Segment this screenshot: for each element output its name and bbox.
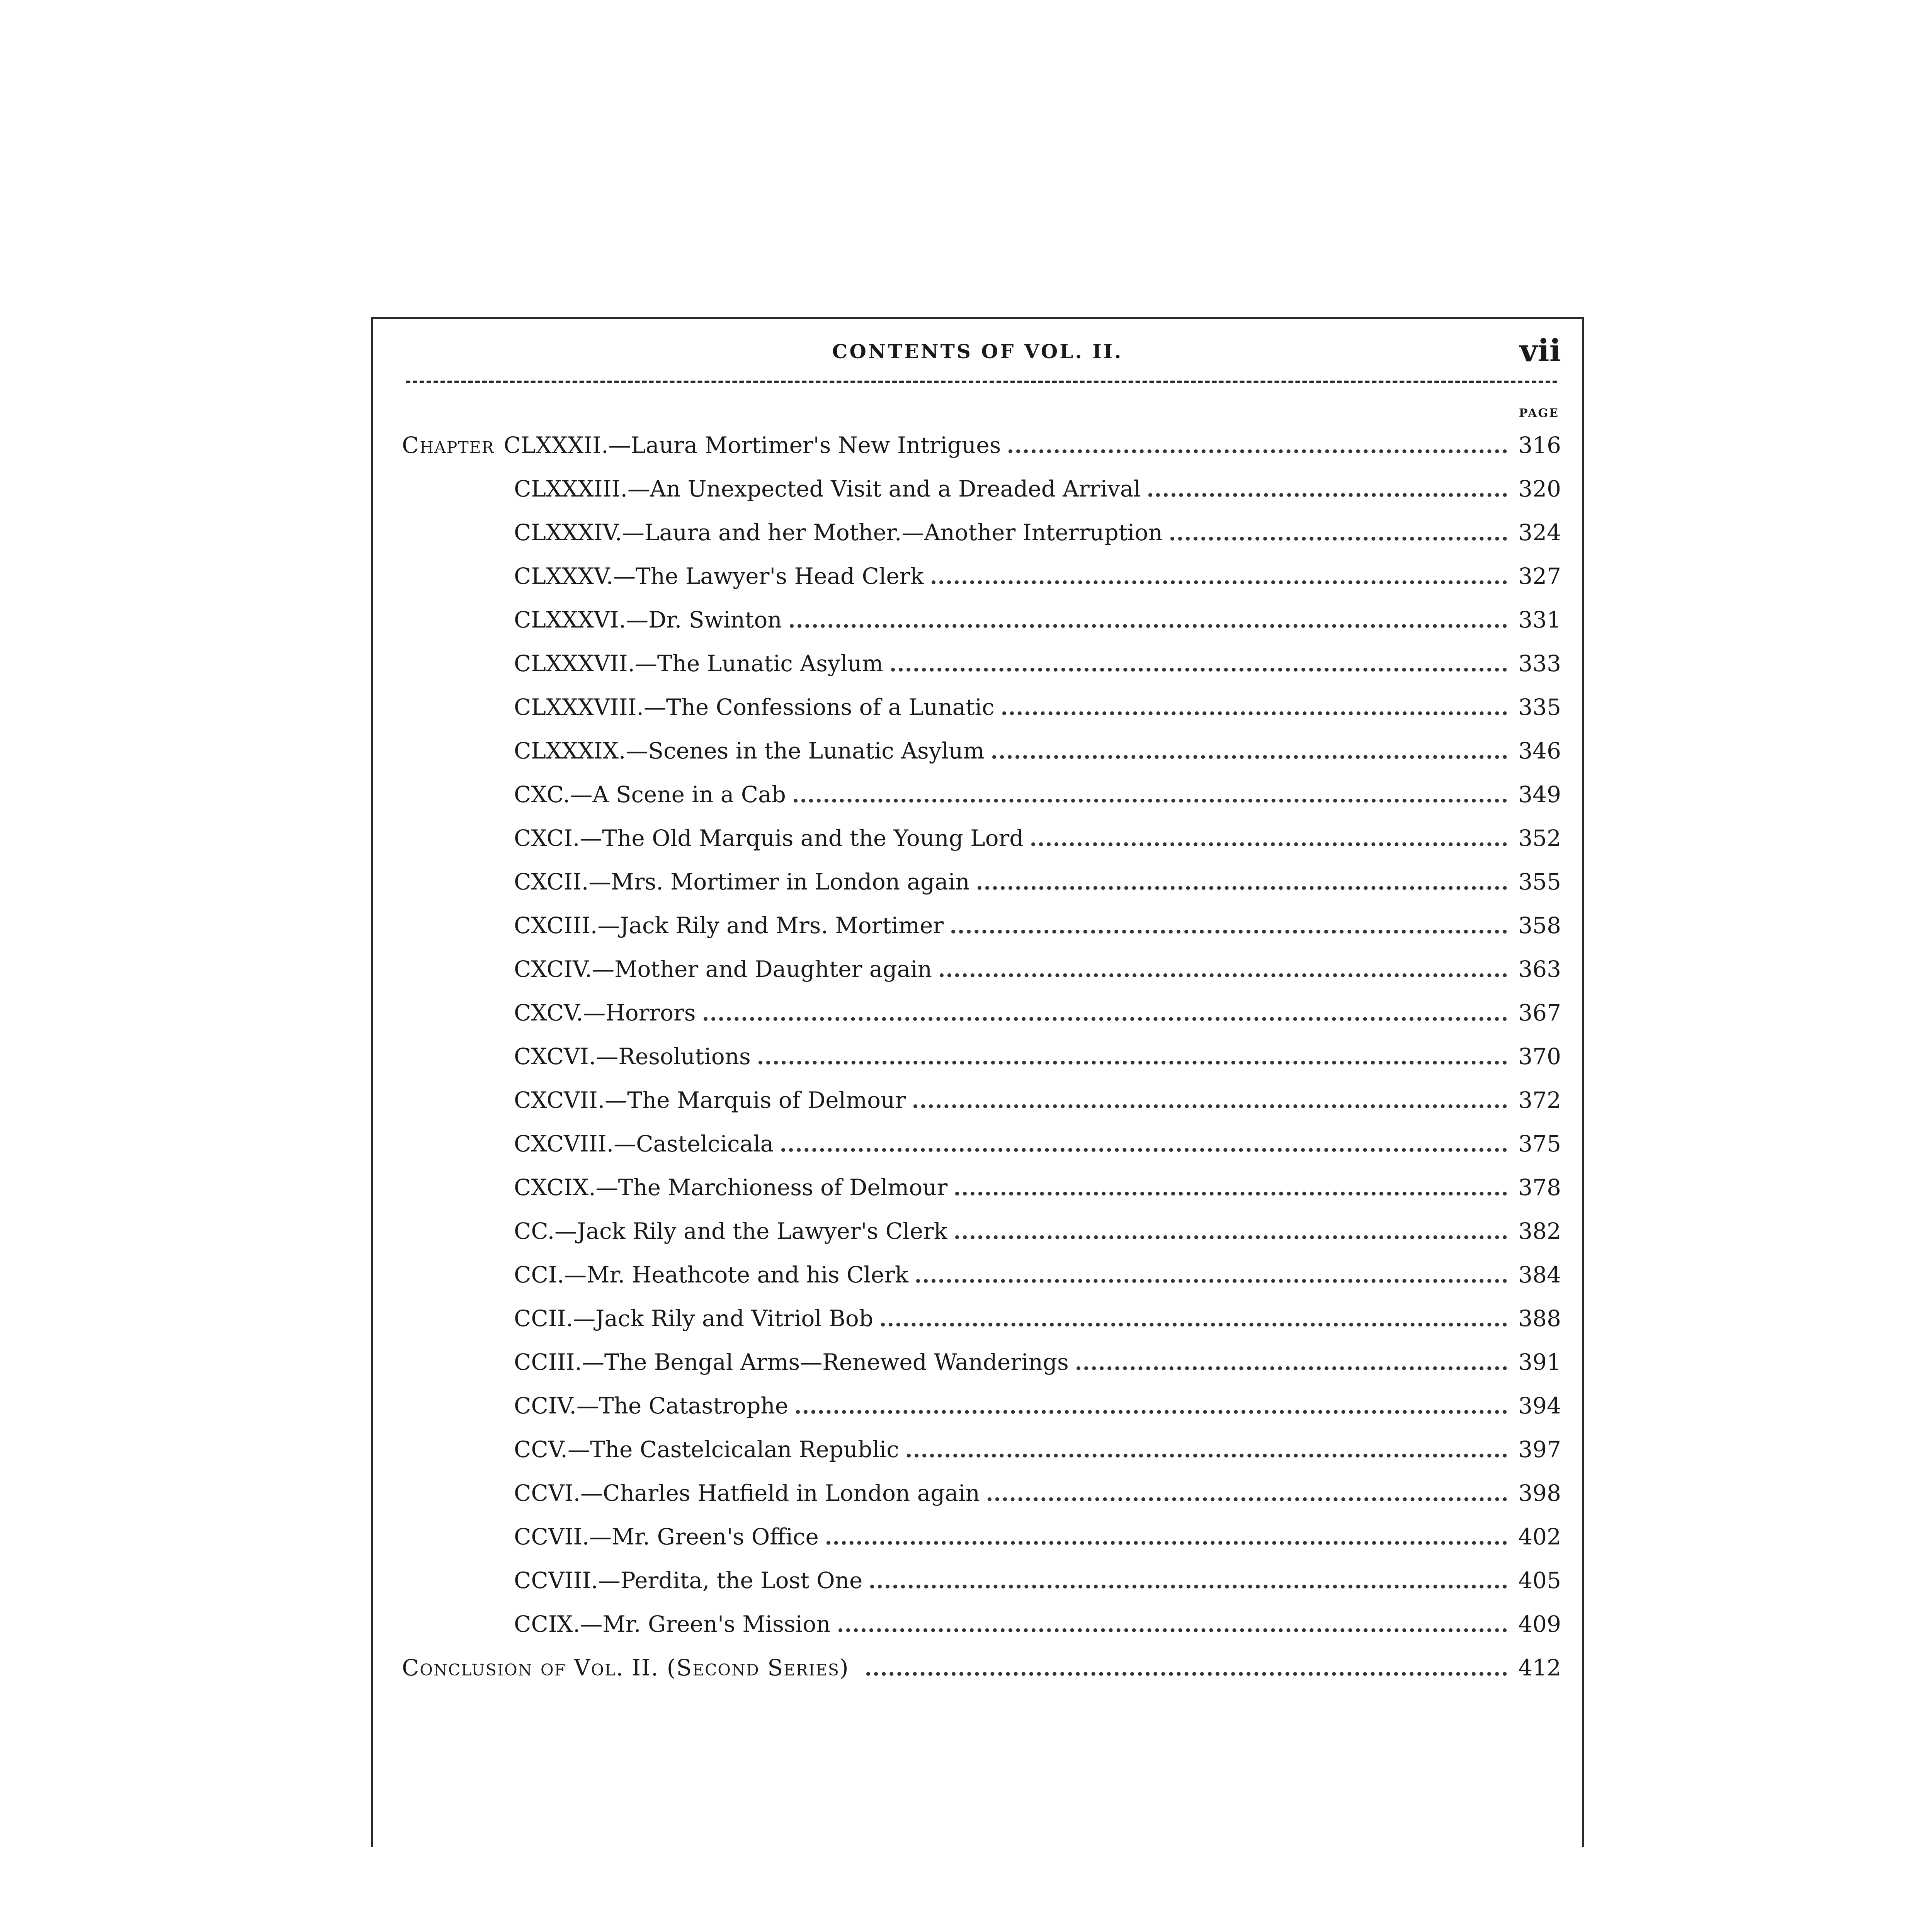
toc-entry-title: CXCIV.—Mother and Daughter again bbox=[514, 956, 932, 982]
book-page bbox=[371, 317, 1584, 1847]
toc-entry-page: 367 bbox=[1518, 999, 1561, 1026]
toc-entry bbox=[402, 1515, 1561, 1558]
toc-entry-page: 335 bbox=[1518, 694, 1561, 720]
dot-leader bbox=[781, 1148, 1507, 1152]
dot-leader bbox=[932, 580, 1507, 584]
toc-entry-page: 402 bbox=[1518, 1523, 1561, 1550]
toc-entry-title: CLXXXVI.—Dr. Swinton bbox=[514, 606, 782, 633]
toc-entry-title: CLXXXII.—Laura Mortimer's New Intrigues bbox=[503, 432, 1001, 458]
toc-conclusion-page: 412 bbox=[1518, 1654, 1561, 1681]
toc-entry-title: CCIII.—The Bengal Arms—Renewed Wanderings bbox=[514, 1349, 1069, 1375]
page-top-rule bbox=[371, 317, 1584, 319]
dot-leader bbox=[988, 1497, 1507, 1501]
toc-entry bbox=[402, 860, 1561, 903]
toc-entry bbox=[402, 1471, 1561, 1515]
toc-entry-page: 349 bbox=[1518, 781, 1561, 808]
dot-leader bbox=[870, 1585, 1507, 1588]
toc-entry-title: CCV.—The Castelcicalan Republic bbox=[514, 1436, 899, 1463]
toc-entry bbox=[402, 816, 1561, 860]
toc-entry-page: 331 bbox=[1518, 606, 1561, 633]
toc-entry bbox=[402, 772, 1561, 816]
toc-entry-title: CXCIX.—The Marchioness of Delmour bbox=[514, 1174, 948, 1201]
page-column-label: PAGE bbox=[1519, 406, 1559, 420]
toc-entry-title: CXCVII.—The Marquis of Delmour bbox=[514, 1087, 906, 1113]
dot-leader bbox=[838, 1628, 1507, 1632]
dot-leader bbox=[891, 668, 1507, 672]
dot-leader bbox=[940, 973, 1507, 977]
toc-entry bbox=[402, 903, 1561, 947]
toc-entry bbox=[402, 641, 1561, 685]
dot-leader bbox=[955, 1235, 1507, 1239]
toc-entry-page: 405 bbox=[1518, 1567, 1561, 1594]
toc-entry-page: 391 bbox=[1518, 1349, 1561, 1375]
toc-entry-page: 320 bbox=[1518, 475, 1561, 502]
dot-leader bbox=[1031, 842, 1507, 846]
head-rule bbox=[406, 381, 1557, 383]
toc-entry-title: CLXXXVII.—The Lunatic Asylum bbox=[514, 650, 883, 677]
toc-entry-title: CLXXXIII.—An Unexpected Visit and a Dreaded Arrival bbox=[514, 475, 1141, 502]
toc-entry bbox=[402, 510, 1561, 554]
toc-entry-title: CCVI.—Charles Hatfield in London again bbox=[514, 1480, 980, 1506]
dot-leader bbox=[796, 1410, 1507, 1414]
toc-entry-title: CC.—Jack Rily and the Lawyer's Clerk bbox=[514, 1218, 947, 1244]
toc-entry bbox=[402, 1340, 1561, 1384]
toc-entry-title: CXCVIII.—Castelcicala bbox=[514, 1130, 774, 1157]
toc-entry bbox=[402, 947, 1561, 991]
toc-entry-title: CCII.—Jack Rily and Vitriol Bob bbox=[514, 1305, 873, 1332]
dot-leader bbox=[913, 1104, 1507, 1108]
toc-entry-page: 327 bbox=[1518, 563, 1561, 589]
toc-entry-title: CXCI.—The Old Marquis and the Young Lord bbox=[514, 825, 1024, 851]
toc-entry-title: CLXXXVIII.—The Confessions of a Lunatic bbox=[514, 694, 995, 720]
toc-entry bbox=[402, 1034, 1561, 1078]
toc-entry-page: 370 bbox=[1518, 1043, 1561, 1070]
toc-entry-page: 352 bbox=[1518, 825, 1561, 851]
dot-leader bbox=[790, 624, 1507, 628]
toc-entry-title: CLXXXV.—The Lawyer's Head Clerk bbox=[514, 563, 924, 589]
toc-entry bbox=[402, 729, 1561, 772]
toc-entry-page: 398 bbox=[1518, 1480, 1561, 1506]
toc-entry-page: 324 bbox=[1518, 519, 1561, 546]
toc-entry-page: 363 bbox=[1518, 956, 1561, 982]
dot-leader bbox=[881, 1323, 1507, 1327]
toc-entry-page: 388 bbox=[1518, 1305, 1561, 1332]
page-left-rule bbox=[371, 317, 373, 1847]
toc-entry-page: 409 bbox=[1518, 1611, 1561, 1637]
dot-leader bbox=[866, 1672, 1507, 1676]
toc-entry bbox=[402, 1253, 1561, 1296]
dot-leader bbox=[1148, 493, 1507, 497]
dot-leader bbox=[1077, 1366, 1507, 1370]
toc-entry-page: 316 bbox=[1518, 432, 1561, 458]
running-head bbox=[371, 332, 1584, 375]
toc-entry bbox=[402, 1209, 1561, 1253]
toc-conclusion-entry bbox=[402, 1646, 1561, 1689]
dot-leader bbox=[827, 1541, 1507, 1545]
dot-leader bbox=[759, 1061, 1507, 1065]
table-of-contents bbox=[402, 423, 1561, 1689]
toc-entry bbox=[402, 685, 1561, 729]
toc-entry-title: CCIV.—The Catastrophe bbox=[514, 1392, 789, 1419]
toc-entry-page: 397 bbox=[1518, 1436, 1561, 1463]
toc-entry bbox=[402, 1122, 1561, 1165]
toc-entry-title: CCIX.—Mr. Green's Mission bbox=[514, 1611, 831, 1637]
toc-entry bbox=[402, 423, 1561, 467]
dot-leader bbox=[1009, 449, 1507, 453]
toc-entry bbox=[402, 554, 1561, 598]
toc-entry bbox=[402, 1602, 1561, 1646]
toc-entry-title: CLXXXIX.—Scenes in the Lunatic Asylum bbox=[514, 737, 985, 764]
toc-entry bbox=[402, 1427, 1561, 1471]
dot-leader bbox=[955, 1192, 1507, 1196]
toc-entry-title: CXCV.—Horrors bbox=[514, 999, 696, 1026]
running-title: CONTENTS OF VOL. II. bbox=[832, 340, 1123, 363]
toc-entry-page: 333 bbox=[1518, 650, 1561, 677]
dot-leader bbox=[704, 1017, 1507, 1021]
dot-leader bbox=[951, 930, 1507, 934]
dot-leader bbox=[992, 755, 1507, 759]
toc-entry-title: CLXXXIV.—Laura and her Mother.—Another Interruption bbox=[514, 519, 1163, 546]
toc-entry bbox=[402, 1296, 1561, 1340]
toc-entry-page: 394 bbox=[1518, 1392, 1561, 1419]
toc-entry-page: 378 bbox=[1518, 1174, 1561, 1201]
toc-entry bbox=[402, 1165, 1561, 1209]
toc-entry bbox=[402, 1558, 1561, 1602]
toc-entry-title: CCI.—Mr. Heathcote and his Clerk bbox=[514, 1261, 909, 1288]
toc-entry-page: 346 bbox=[1518, 737, 1561, 764]
toc-entry bbox=[402, 991, 1561, 1034]
toc-entry-title: CCVIII.—Perdita, the Lost One bbox=[514, 1567, 863, 1594]
dot-leader bbox=[1170, 537, 1507, 541]
dot-leader bbox=[907, 1454, 1507, 1458]
dot-leader bbox=[916, 1279, 1507, 1283]
toc-entry-page: 384 bbox=[1518, 1261, 1561, 1288]
toc-entry-title: CXCIII.—Jack Rily and Mrs. Mortimer bbox=[514, 912, 944, 939]
toc-entry bbox=[402, 1078, 1561, 1122]
dot-leader bbox=[1002, 711, 1507, 715]
toc-entry bbox=[402, 598, 1561, 641]
toc-entry-title: CXCII.—Mrs. Mortimer in London again bbox=[514, 868, 970, 895]
page-right-rule bbox=[1582, 317, 1584, 1847]
toc-entry-page: 355 bbox=[1518, 868, 1561, 895]
dot-leader bbox=[794, 799, 1507, 803]
toc-entry-title: CXC.—A Scene in a Cab bbox=[514, 781, 786, 808]
toc-entry-page: 382 bbox=[1518, 1218, 1561, 1244]
toc-entry bbox=[402, 467, 1561, 510]
toc-entry-page: 372 bbox=[1518, 1087, 1561, 1113]
toc-entry bbox=[402, 1384, 1561, 1427]
toc-entry-page: 375 bbox=[1518, 1130, 1561, 1157]
toc-entry-title: CCVII.—Mr. Green's Office bbox=[514, 1523, 819, 1550]
chapter-lead: Chapter bbox=[402, 432, 495, 458]
dot-leader bbox=[978, 886, 1507, 890]
toc-entry-title: CXCVI.—Resolutions bbox=[514, 1043, 751, 1070]
toc-entry-page: 358 bbox=[1518, 912, 1561, 939]
toc-conclusion-title: Conclusion of Vol. II. (Second Series) bbox=[402, 1654, 849, 1681]
page-folio: vii bbox=[1519, 332, 1561, 369]
